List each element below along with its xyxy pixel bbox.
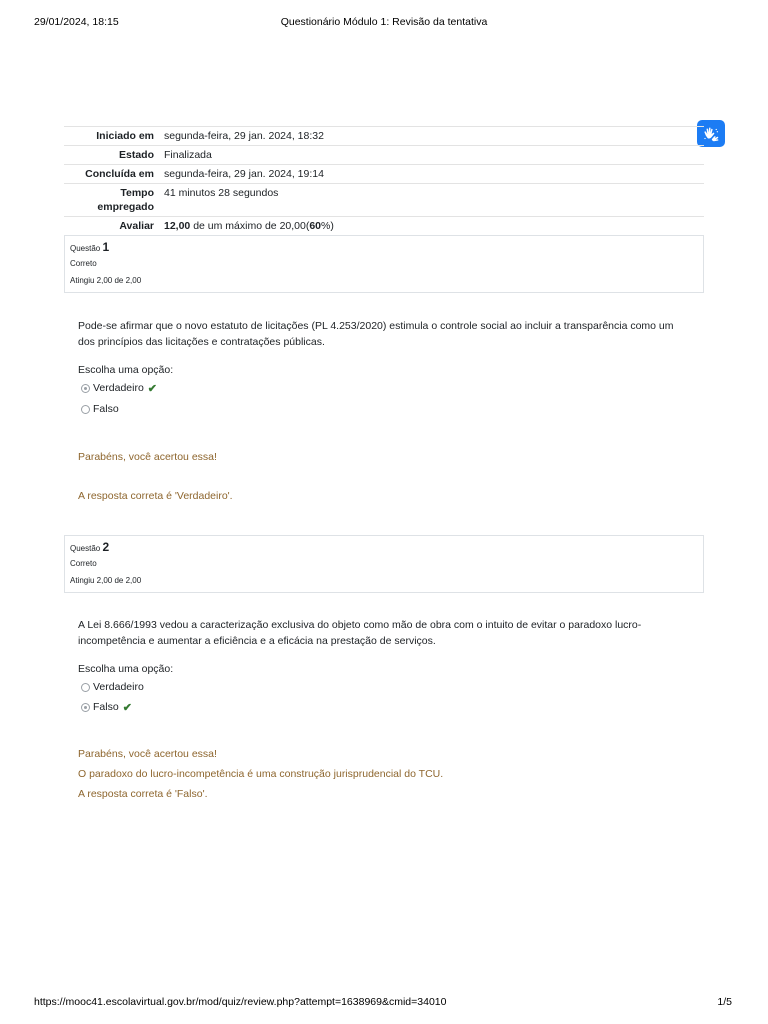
question-2-prompt: Escolha uma opção: (78, 663, 174, 675)
question-1-text: Pode-se afirmar que o novo estatuto de licitações (PL 4.253/2020) estimula o controle social ao incluir a transparência como um dos princípios das licitações e contratações públicas. (78, 320, 674, 348)
time-taken-label (64, 186, 164, 214)
summary-row-grade (64, 217, 704, 236)
question-2-info (64, 535, 704, 593)
summary-row-time (64, 184, 704, 217)
question-number-value: 1 (102, 240, 110, 254)
radio-selected[interactable] (81, 384, 90, 393)
correct-check-icon: ✔ (147, 382, 158, 395)
grade-value (164, 219, 704, 233)
question-number-value: 2 (102, 540, 110, 554)
summary-row-completed (64, 165, 704, 184)
state-value: Finalizada (164, 149, 212, 161)
print-url: https://mooc41.escolavirtual.gov.br/mod/quiz/review.php?attempt=1638969&cmid=34010 (34, 996, 447, 1008)
grade-percent: 60 (309, 220, 322, 232)
question-2-option-true[interactable] (81, 680, 144, 694)
question-number (70, 541, 698, 555)
question-status: Correto (70, 259, 97, 268)
summary-row-started (64, 127, 704, 146)
question-1-general-feedback: Parabéns, você acertou essa! (78, 451, 217, 463)
started-label: Iniciado em (96, 130, 154, 142)
question-label: Questão (70, 244, 101, 253)
print-header (34, 16, 734, 30)
option-label: Falso (93, 701, 119, 713)
question-1-right-answer: A resposta correta é 'Verdadeiro'. (78, 490, 233, 502)
print-datetime: 29/01/2024, 18:15 (34, 16, 119, 28)
option-label: Falso (93, 403, 119, 415)
question-1-option-true[interactable] (81, 381, 157, 395)
completed-label: Concluída em (85, 168, 154, 180)
time-taken-label-line1: Tempo (120, 187, 154, 199)
question-mark: Atingiu 2,00 de 2,00 (70, 276, 142, 285)
question-2-option-false[interactable] (81, 700, 132, 714)
grade-percent-sign: %) (321, 220, 334, 232)
question-number (70, 241, 698, 255)
radio-unselected[interactable] (81, 683, 90, 692)
question-status: Correto (70, 559, 97, 568)
question-1-option-false[interactable] (81, 402, 119, 416)
question-2-general-feedback: Parabéns, você acertou essa! (78, 748, 217, 760)
question-mark: Atingiu 2,00 de 2,00 (70, 576, 142, 585)
attempt-summary-table (64, 126, 704, 236)
option-label: Verdadeiro (93, 681, 144, 693)
print-footer (34, 996, 734, 1010)
state-label: Estado (118, 149, 154, 161)
completed-value: segunda-feira, 29 jan. 2024, 19:14 (164, 168, 324, 180)
grade-label: Avaliar (119, 220, 154, 232)
radio-unselected[interactable] (81, 405, 90, 414)
grade-score: 12,00 (164, 220, 191, 232)
option-label: Verdadeiro (93, 382, 144, 394)
time-taken-label-line2: empregado (97, 201, 154, 213)
sign-language-hands-icon (702, 125, 720, 143)
print-page-number: 1/5 (717, 996, 732, 1008)
correct-check-icon: ✔ (122, 701, 132, 714)
started-value: segunda-feira, 29 jan. 2024, 18:32 (164, 130, 324, 142)
radio-selected[interactable] (81, 703, 90, 712)
grade-max-text: de um máximo de 20,00( (190, 220, 310, 232)
question-label: Questão (70, 544, 101, 553)
summary-row-state (64, 146, 704, 165)
question-1-prompt: Escolha uma opção: (78, 364, 174, 376)
question-2-text: A Lei 8.666/1993 vedou a caracterização exclusiva do objeto como mão de obra com o intuito de evitar o paradoxo lucro-incompetência e aumentar a eficiência e a eficácia na prestação de serviços. (78, 619, 642, 647)
question-2-right-answer: A resposta correta é 'Falso'. (78, 788, 208, 800)
question-2-specific-feedback: O paradoxo do lucro-incompetência é uma construção jurisprudencial do TCU. (78, 768, 444, 780)
print-page-title: Questionário Módulo 1: Revisão da tentativa (280, 16, 488, 28)
question-1-info (64, 235, 704, 293)
time-taken-value: 41 minutos 28 segundos (164, 187, 279, 199)
